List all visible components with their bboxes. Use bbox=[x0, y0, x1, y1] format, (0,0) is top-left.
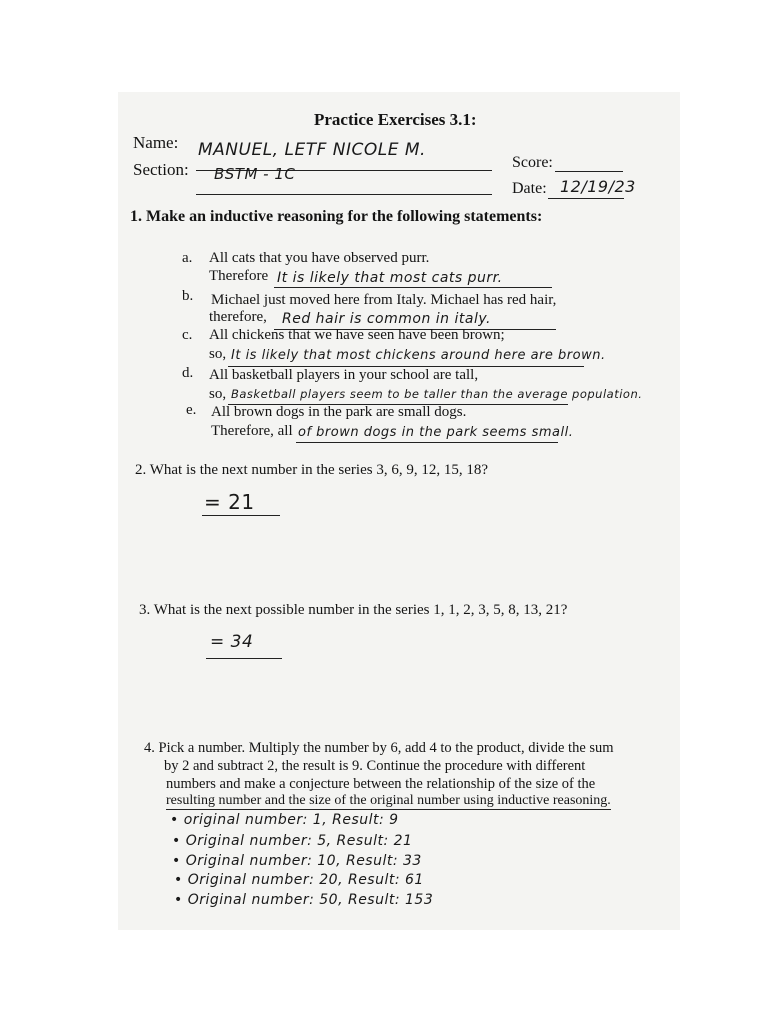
page-title: Practice Exercises 3.1: bbox=[314, 110, 477, 129]
q3-answer-underline bbox=[206, 658, 282, 659]
q1-item-lead: therefore, bbox=[209, 309, 267, 325]
answer-line bbox=[274, 287, 552, 288]
date-line bbox=[548, 198, 624, 199]
q4-prompt-line: resulting number and the size of the original number using inductive reasoning. bbox=[166, 793, 611, 808]
q4-answer-line: • original number: 1, Result: 9 bbox=[170, 812, 399, 828]
q4-answer-line: • Original number: 10, Result: 33 bbox=[172, 853, 422, 869]
score-line bbox=[555, 171, 623, 172]
q1-item-statement: All chickens that we have seen have been brown; bbox=[209, 327, 505, 343]
date-value: 12/19/23 bbox=[560, 177, 636, 196]
q1-item-answer: Basketball players seem to be taller than the average population. bbox=[231, 387, 643, 401]
name-value: MANUEL, LETF NICOLE M. bbox=[198, 140, 426, 160]
q1-item-statement: All basketball players in your school are tall, bbox=[209, 367, 479, 383]
q1-item-statement: Michael just moved here from Italy. Michael has red hair, bbox=[211, 292, 557, 308]
name-label: Name: bbox=[133, 133, 179, 152]
q1-item-statement: All cats that you have observed purr. bbox=[209, 250, 430, 266]
q1-item-statement: All brown dogs in the park are small dogs. bbox=[211, 404, 467, 420]
q1-item-letter: c. bbox=[182, 327, 193, 343]
q1-prompt: 1. Make an inductive reasoning for the following statements: bbox=[130, 208, 543, 225]
q1-item-answer: Red hair is common in italy. bbox=[282, 311, 491, 327]
q4-prompt-line: numbers and make a conjecture between the relationship of the size of the bbox=[166, 776, 596, 792]
score-label: Score: bbox=[512, 154, 553, 171]
q1-item-answer: It is likely that most chickens around here are brown. bbox=[231, 348, 606, 363]
section-value: BSTM - 1C bbox=[214, 165, 296, 183]
q1-item-answer: It is likely that most cats purr. bbox=[277, 270, 503, 286]
q3-answer: = 34 bbox=[210, 632, 254, 652]
q4-answer-line: • Original number: 5, Result: 21 bbox=[172, 833, 413, 849]
answer-line bbox=[296, 442, 558, 443]
q2-prompt: 2. What is the next number in the series 3, 6, 9, 12, 15, 18? bbox=[135, 462, 488, 478]
q1-item-letter: a. bbox=[182, 250, 193, 266]
q4-prompt-line: 4. Pick a number. Multiply the number by 6, add 4 to the product, divide the sum bbox=[144, 740, 614, 756]
q4-prompt-line: by 2 and subtract 2, the result is 9. Continue the procedure with different bbox=[164, 758, 586, 774]
q1-item-letter: e. bbox=[186, 402, 197, 418]
q1-item-lead: Therefore, all bbox=[211, 423, 293, 439]
q1-item-lead: so, bbox=[209, 386, 227, 402]
q1-item-letter: b. bbox=[182, 288, 194, 304]
section-label: Section: bbox=[133, 160, 189, 179]
q4-answer-line: • Original number: 50, Result: 153 bbox=[174, 892, 434, 908]
q1-item-lead: Therefore bbox=[209, 268, 269, 284]
section-line bbox=[196, 194, 492, 195]
q1-item-lead: so, bbox=[209, 346, 227, 362]
q3-prompt: 3. What is the next possible number in the series 1, 1, 2, 3, 5, 8, 13, 21? bbox=[139, 602, 568, 618]
q2-answer-underline bbox=[202, 515, 280, 516]
q1-item-letter: d. bbox=[182, 365, 194, 381]
q4-answer-line: • Original number: 20, Result: 61 bbox=[174, 872, 424, 888]
q2-answer: = 21 bbox=[204, 490, 255, 514]
q1-item-answer: of brown dogs in the park seems small. bbox=[298, 425, 574, 440]
date-label: Date: bbox=[512, 180, 547, 197]
